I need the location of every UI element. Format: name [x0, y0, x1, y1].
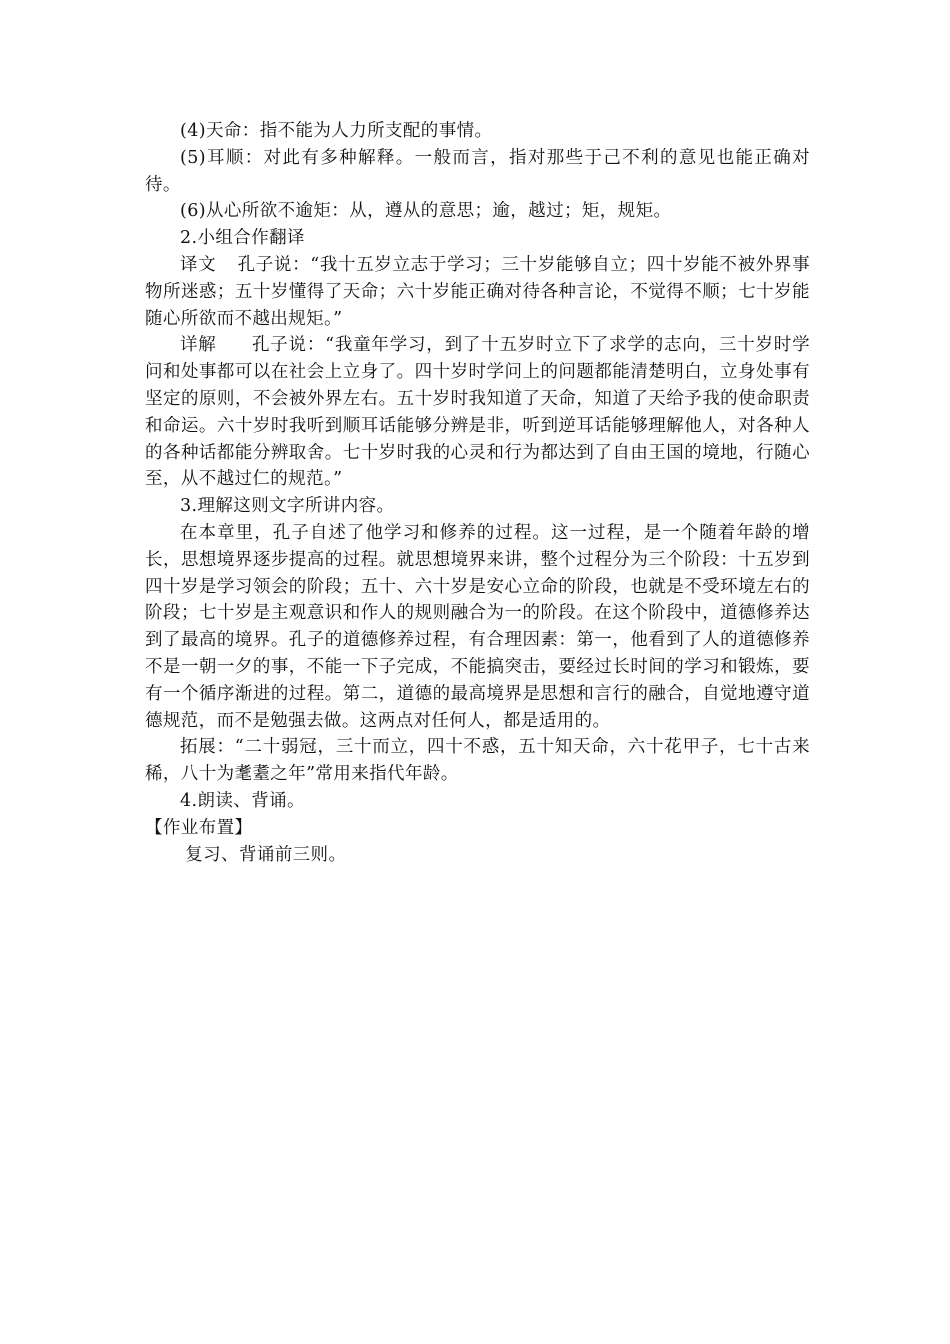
- translation-text: 孔子说：“我十五岁立志于学习；三十岁能够自立；四十岁能不被外界事物所迷惑；五十岁懂得了天命；六十岁能正确对待各种言论，不觉得不顺；七十岁能随心所欲而不越出规矩。”: [145, 254, 810, 329]
- homework-text: 复习、背诵前三则。: [185, 844, 347, 865]
- translation-label: 译文: [180, 254, 217, 275]
- translation-paragraph: [145, 252, 810, 332]
- detail-paragraph: [145, 332, 810, 493]
- step3-heading: 3.理解这则文字所讲内容。: [180, 496, 395, 517]
- detail-text: 孔子说：“我童年学习，到了十五岁时立下了求学的志向，三十岁时学问和处事都可以在社会上立身了。四十岁时学问上的问题都能清楚明白，立身处事有坚定的原则，不会被外界左右。五十岁时我知道了天命，知道了天给予我的使命职责和命运。六十岁时我听到顺耳话能够分辨是非，听到逆耳话能够理解他人，对各种人的各种话都能分辨取舍。七十岁时我的心灵和行为都达到了自由王国的境地，行随心至，从不越过仁的规范。”: [145, 335, 810, 490]
- document-page: [145, 118, 810, 868]
- step4-heading: 4.朗读、背诵。: [180, 790, 305, 811]
- step2-heading: 2.小组合作翻译: [180, 228, 305, 249]
- detail-label: 详解: [180, 335, 217, 356]
- step3-body: 在本章里，孔子自述了他学习和修养的过程。这一过程，是一个随着年龄的增长，思想境界逐步提高的过程。就思想境界来讲，整个过程分为三个阶段：十五岁到四十岁是学习领会的阶段；五十、六十岁是安心立命的阶段，也就是不受环境左右的阶段；七十岁是主观意识和作人的规则融合为一的阶段。在这个阶段中，道德修养达到了最高的境界。孔子的道德修养过程，有合理因素：第一，他看到了人的道德修养不是一朝一夕的事，不能一下子完成，不能搞突击，要经过长时间的学习和锻炼，要有一个循序渐进的过程。第二，道德的最高境界是思想和言行的融合，自觉地遵守道德规范，而不是勉强去做。这两点对任何人，都是适用的。: [145, 522, 810, 731]
- homework-heading: 【作业布置】: [145, 817, 253, 838]
- note-6: (6)从心所欲不逾矩：从，遵从的意思；逾，越过；矩，规矩。: [180, 201, 672, 222]
- note-4: (4)天命：指不能为人力所支配的事情。: [180, 121, 493, 141]
- extension-paragraph: 拓展：“二十弱冠，三十而立，四十不惑，五十知天命，六十花甲子，七十古来稀，八十为耄耋之年”常用来指代年龄。: [145, 737, 810, 785]
- note-5: (5)耳顺：对此有多种解释。一般而言，指对那些于己不利的意见也能正确对待。: [145, 147, 810, 195]
